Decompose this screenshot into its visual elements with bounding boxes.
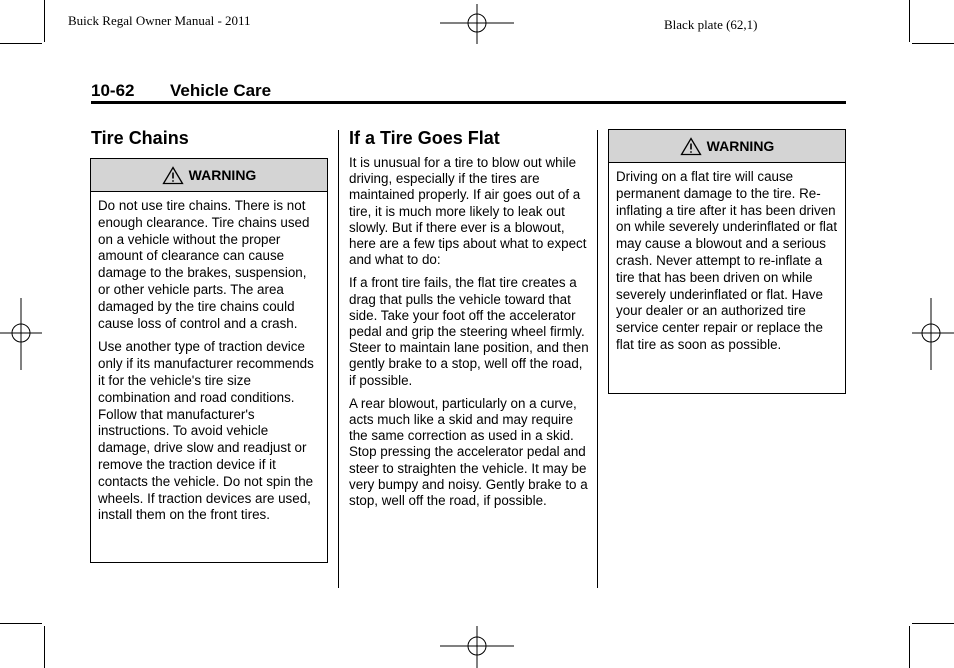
tire-chains-warning-box — [90, 158, 328, 563]
warning-label: WARNING — [706, 138, 775, 154]
plate-label: Black plate (62,1) — [664, 17, 758, 32]
warning-body — [91, 192, 327, 530]
flat-tire-body — [349, 155, 589, 516]
column-divider — [597, 130, 598, 588]
warning-paragraph: Do not use tire chains. There is not enough clearance. Tire chains used on a vehicle without the proper amount of clearance can cause damage to the brakes, suspension, or other vehicle parts. The area damaged by the tire chains could cause loss of control and a crash. — [98, 198, 310, 331]
registration-crosshair-icon — [912, 298, 954, 370]
body-paragraph: It is unusual for a tire to blow out while driving, especially if the tires are maintained properly. If air goes out of a tire, it is much more likely to leak out slowly. But if there ever is a blowout, here are a few tips about what to expect and what to do: — [349, 155, 587, 268]
registration-crosshair-icon — [440, 4, 514, 44]
page-heading — [91, 81, 271, 101]
warning-paragraph: Driving on a flat tire will cause permanent damage to the tire. Re-inflating a tire after it has been driven on while severely underinflated or flat may cause a blowout and a serious crash. Never attempt to re-inflate a tire that has been driven on while severely underinflated or flat. Have your dealer or an authorized tire service center repair or replace the flat tire as soon as possible. — [616, 169, 838, 352]
warning-triangle-icon — [162, 166, 184, 185]
crop-mark — [0, 43, 42, 44]
warning-triangle-icon — [680, 137, 702, 156]
body-paragraph: If a front tire fails, the flat tire creates a drag that pulls the vehicle toward that side. Take your foot off the accelerator pedal and grip the steering wheel firmly. Steer to maintain lane position, and then gently brake to a stop, well off the road, if possible. — [349, 275, 589, 388]
tire-chains-title: Tire Chains — [91, 128, 189, 148]
warning-paragraph: Use another type of traction device only if its manufacturer recommends it for the vehicle's tire size combination and road conditions. Follow that manufacturer's instructions. To avoid vehicle damage, drive slow and readjust or remove the traction device if it contacts the vehicle. Do not spin the wheels. If traction devices are used, install them on the front tires. — [98, 339, 314, 523]
body-paragraph: A rear blowout, particularly on a curve, acts much like a skid and may require the same correction as used in a skid. Stop pressing the accelerator pedal and steer to straighten the vehicle. It may be very bumpy and noisy. Gently brake to a stop, well off the road, if possible. — [349, 395, 588, 509]
crop-mark — [909, 626, 910, 668]
manual-title: Buick Regal Owner Manual - 2011 — [68, 13, 251, 28]
crop-mark — [0, 623, 42, 624]
flat-tire-warning-box — [608, 129, 846, 394]
page-number: 10-62 — [91, 81, 135, 100]
registration-crosshair-icon — [0, 298, 42, 370]
warning-header — [609, 130, 845, 163]
crop-mark — [44, 0, 45, 42]
flat-tire-title: If a Tire Goes Flat — [349, 128, 500, 148]
registration-crosshair-icon — [440, 626, 514, 668]
warning-header — [91, 159, 327, 192]
heading-rule — [91, 101, 846, 104]
section-title: Vehicle Care — [170, 81, 272, 100]
crop-mark — [909, 0, 910, 42]
warning-body — [609, 163, 845, 360]
crop-mark — [912, 43, 954, 44]
column-divider — [338, 130, 339, 588]
warning-label: WARNING — [188, 167, 257, 183]
crop-mark — [912, 623, 954, 624]
crop-mark — [44, 626, 45, 668]
